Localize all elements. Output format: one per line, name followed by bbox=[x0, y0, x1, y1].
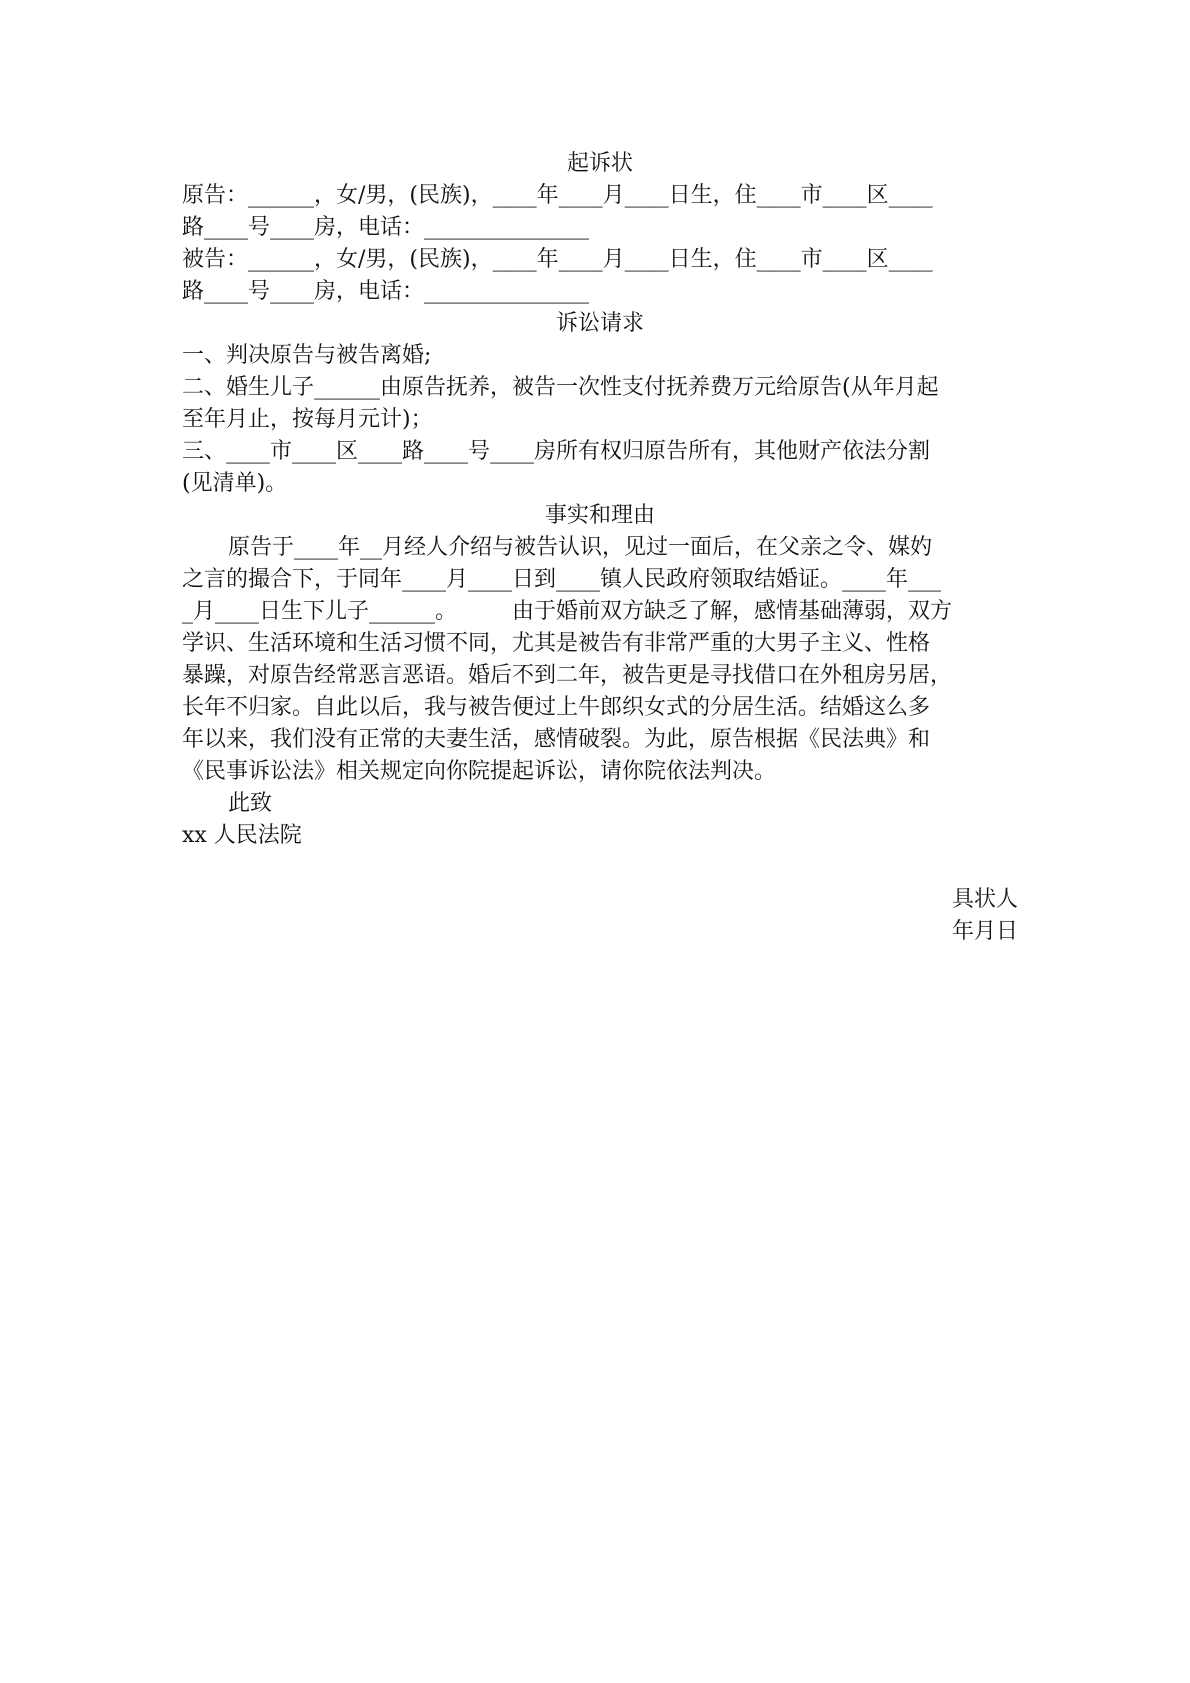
document-title: 起诉状 bbox=[566, 151, 633, 176]
facts-line: 年以来，我们没有正常的夫妻生活，感情破裂。为此，原告根据《民法典》和 bbox=[182, 727, 931, 752]
facts-line: 长年不归家。自此以后，我与被告便过上牛郎织女式的分居生活。结婚这么多 bbox=[182, 695, 931, 720]
court-name: xx 人民法院 bbox=[182, 823, 302, 848]
spacer bbox=[182, 852, 1018, 884]
claim-line: 二、婚生儿子______由原告抚养，被告一次性支付抚养费万元给原告(从年月起 bbox=[182, 375, 939, 400]
facts-heading: 事实和理由 bbox=[544, 503, 655, 528]
date-label: 年月日 bbox=[951, 919, 1018, 944]
signer-label: 具状人 bbox=[951, 887, 1018, 912]
claim-line: 三、____市____区____路____号____房所有权归原告所有，其他财产依法分割 bbox=[182, 439, 931, 464]
plaintiff-line-2: 路____号____房，电话：_______________ bbox=[182, 215, 590, 240]
facts-line: 暴躁，对原告经常恶言恶语。婚后不到二年，被告更是寻找借口在外租房另居， bbox=[182, 663, 953, 688]
claim-line: 一、判决原告与被告离婚; bbox=[182, 343, 432, 368]
facts-line: 之言的撮合下，于同年____月____日到____镇人民政府领取结婚证。____年___ bbox=[182, 567, 942, 592]
defendant-line-2: 路____号____房，电话：_______________ bbox=[182, 279, 590, 304]
plaintiff-line-1: 原告：______，女/男，(民族)，____年____月____日生，住____市____区____ bbox=[182, 183, 933, 208]
facts-line: 学识、生活环境和生活习惯不同，尤其是被告有非常严重的大男子主义、性格 bbox=[182, 631, 931, 656]
facts-line: 《民事诉讼法》相关规定向你院提起诉讼，请你院依法判决。 bbox=[182, 759, 777, 784]
facts-line: _月____日生下儿子______。 由于婚前双方缺乏了解，感情基础薄弱，双方 bbox=[182, 599, 953, 624]
facts-line: 原告于____年__月经人介绍与被告认识，见过一面后，在父亲之令、媒妁 bbox=[228, 535, 933, 560]
defendant-line-1: 被告：______，女/男，(民族)，____年____月____日生，住____市____区____ bbox=[182, 247, 933, 272]
closing-salutation: 此致 bbox=[228, 791, 273, 816]
claim-line: 至年月止，按每月元计)； bbox=[182, 407, 433, 432]
complaint-document bbox=[182, 148, 1018, 948]
claims-heading: 诉讼请求 bbox=[555, 311, 644, 336]
claim-line: (见清单)。 bbox=[182, 471, 288, 496]
